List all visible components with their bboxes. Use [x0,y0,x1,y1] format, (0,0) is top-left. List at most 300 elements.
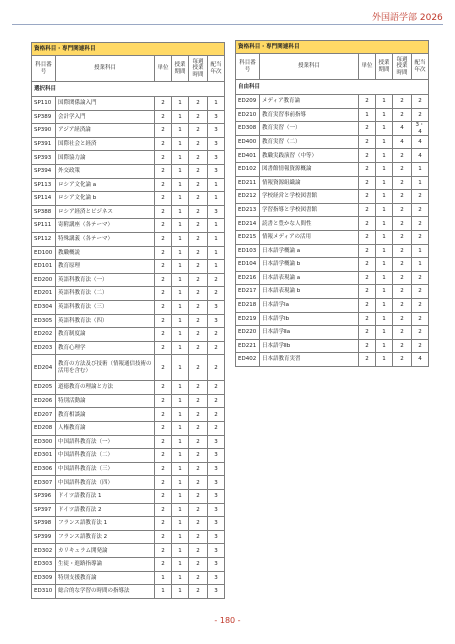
period-cell: 1 [172,110,189,124]
col-period-header: 授業期間 [172,56,189,82]
course-name-cell: 日本語学Ⅰa [260,298,359,312]
period-cell: 1 [172,544,189,558]
weekly-hours-cell: 2 [393,149,412,163]
year-cell: 2 [208,355,225,381]
right-table-title: 資格科目・専門関連科目 [236,41,429,54]
weekly-hours-cell: 2 [393,217,412,231]
course-name-cell: 教育心理学 [56,341,155,355]
weekly-hours-cell: 2 [189,137,208,151]
course-code-cell: ED308 [236,122,260,136]
course-code-cell: ED212 [236,190,260,204]
period-cell: 1 [376,122,393,136]
course-name-cell: 日本語学Ⅱb [260,339,359,353]
table-row [32,232,225,246]
year-cell: 2 [208,328,225,342]
col-name-header: 授業科目 [260,54,359,80]
course-code-cell: ED210 [236,108,260,122]
table-row [32,178,225,192]
table-row [236,326,429,340]
course-name-cell: 中国語科教育法（三） [56,462,155,476]
period-cell: 1 [376,163,393,177]
course-name-cell: 国際社会と経済 [56,137,155,151]
weekly-hours-cell: 2 [189,394,208,408]
table-row [236,339,429,353]
course-name-cell: 日本語学概論 a [260,244,359,258]
table-row [236,298,429,312]
course-name-cell: 教育実習（一） [260,122,359,136]
table-row [32,205,225,219]
left-course-table [31,42,225,599]
table-row [32,219,225,233]
course-code-cell: ED101 [32,260,56,274]
course-name-cell: 国際協力論 [56,151,155,165]
col-hours-header: 毎週授業時間 [189,56,208,82]
col-code-header: 科目番号 [236,54,260,80]
year-cell: 2 [208,341,225,355]
weekly-hours-cell: 2 [189,314,208,328]
course-name-cell: ロシア文化論 b [56,192,155,206]
weekly-hours-cell: 2 [189,490,208,504]
course-name-cell: 教育制度論 [56,328,155,342]
period-cell: 1 [172,462,189,476]
credits-cell: 2 [359,163,376,177]
credits-cell: 2 [359,217,376,231]
year-cell: 3 [208,124,225,138]
year-cell: 2 [208,273,225,287]
weekly-hours-cell: 2 [189,110,208,124]
credits-cell: 2 [155,110,172,124]
table-row [32,490,225,504]
course-name-cell: メディア教育論 [260,95,359,109]
table-row [32,164,225,178]
weekly-hours-cell: 2 [189,164,208,178]
course-code-cell: ED211 [236,176,260,190]
year-cell: 1 [208,246,225,260]
left-table-title: 資格科目・専門関連科目 [32,43,225,56]
weekly-hours-cell: 2 [189,355,208,381]
course-name-cell: 生徒・進路指導論 [56,558,155,572]
course-code-cell: SP388 [32,205,56,219]
table-row [32,517,225,531]
credits-cell: 2 [155,476,172,490]
table-row [32,246,225,260]
year-cell: 2 [208,394,225,408]
weekly-hours-cell: 2 [189,408,208,422]
period-cell: 1 [172,273,189,287]
table-row [32,462,225,476]
year-cell: 3・4 [412,122,429,136]
course-code-cell: ED103 [236,244,260,258]
col-code-header: 科目番号 [32,56,56,82]
weekly-hours-cell: 2 [393,285,412,299]
table-row [32,314,225,328]
year-cell: 3 [208,585,225,599]
weekly-hours-cell: 2 [393,353,412,367]
period-cell: 1 [172,517,189,531]
credits-cell: 2 [155,124,172,138]
period-cell: 1 [172,192,189,206]
course-name-cell: 教育の方法及び技術（情報通信技術の活用を含む） [56,355,155,381]
period-cell: 1 [376,176,393,190]
col-period-header: 授業期間 [376,54,393,80]
period-cell: 1 [376,298,393,312]
period-cell: 1 [376,190,393,204]
weekly-hours-cell: 2 [189,287,208,301]
weekly-hours-cell: 4 [393,122,412,136]
credits-cell: 2 [155,381,172,395]
course-name-cell: 中国語科教育法（二） [56,449,155,463]
course-code-cell: ED304 [32,300,56,314]
year-cell: 1 [208,178,225,192]
course-name-cell: 学校経営と学校図書館 [260,190,359,204]
table-row [236,285,429,299]
course-code-cell: ED205 [32,381,56,395]
period-cell: 1 [172,300,189,314]
course-name-cell: フランス語教育法 1 [56,517,155,531]
period-cell: 1 [172,164,189,178]
table-row [32,110,225,124]
period-cell: 1 [172,328,189,342]
year-cell: 4 [412,353,429,367]
year-cell: 3 [208,449,225,463]
period-cell: 1 [376,271,393,285]
year-cell: 3 [208,503,225,517]
course-code-cell: SP391 [32,137,56,151]
course-code-cell: ED302 [32,544,56,558]
credits-cell: 2 [155,449,172,463]
weekly-hours-cell: 2 [189,476,208,490]
course-name-cell: ドイツ語教育法 2 [56,503,155,517]
table-row [236,203,429,217]
table-row [32,300,225,314]
year-cell: 1 [412,244,429,258]
credits-cell: 2 [155,164,172,178]
course-code-cell: SP389 [32,110,56,124]
credits-cell: 2 [359,190,376,204]
period-cell: 1 [376,244,393,258]
period-cell: 1 [172,219,189,233]
table-row [32,192,225,206]
period-cell: 1 [172,137,189,151]
table-row [32,394,225,408]
period-cell: 1 [172,476,189,490]
period-cell: 1 [172,449,189,463]
year-cell: 3 [208,571,225,585]
credits-cell: 2 [359,95,376,109]
course-code-cell: ED307 [32,476,56,490]
course-code-cell: ED303 [32,558,56,572]
period-cell: 1 [376,95,393,109]
credits-cell: 2 [155,273,172,287]
weekly-hours-cell: 2 [189,381,208,395]
course-code-cell: SP111 [32,219,56,233]
weekly-hours-cell: 2 [189,232,208,246]
course-name-cell: 情報資源組織論 [260,176,359,190]
course-name-cell: 特別活動論 [56,394,155,408]
weekly-hours-cell: 2 [393,312,412,326]
credits-cell: 2 [155,314,172,328]
table-row [32,544,225,558]
course-code-cell: ED206 [32,394,56,408]
year-cell: 3 [208,300,225,314]
course-code-cell: ED200 [32,273,56,287]
credits-cell: 2 [155,300,172,314]
course-code-cell: SP393 [32,151,56,165]
weekly-hours-cell: 2 [393,108,412,122]
course-code-cell: SP399 [32,530,56,544]
weekly-hours-cell: 2 [189,219,208,233]
course-name-cell: 教育原理 [56,260,155,274]
course-name-cell: ロシア経済とビジネス [56,205,155,219]
period-cell: 1 [172,97,189,111]
weekly-hours-cell: 2 [393,271,412,285]
course-name-cell: ロシア文化論 a [56,178,155,192]
credits-cell: 2 [155,137,172,151]
weekly-hours-cell: 2 [393,230,412,244]
table-row [32,151,225,165]
table-row [236,244,429,258]
year-cell: 3 [208,558,225,572]
weekly-hours-cell: 2 [189,192,208,206]
weekly-hours-cell: 2 [189,246,208,260]
weekly-hours-cell: 2 [189,260,208,274]
year-cell: 2 [412,312,429,326]
period-cell: 1 [172,585,189,599]
year-cell: 2 [208,422,225,436]
period-cell: 1 [172,408,189,422]
period-cell: 1 [172,381,189,395]
course-code-cell: ED207 [32,408,56,422]
credits-cell: 2 [359,312,376,326]
period-cell: 1 [376,217,393,231]
period-cell: 1 [376,326,393,340]
period-cell: 1 [376,203,393,217]
credits-cell: 2 [359,176,376,190]
year-cell: 1 [208,219,225,233]
credits-cell: 2 [155,408,172,422]
year-cell: 1 [208,97,225,111]
course-name-cell: 英語科教育法（四） [56,314,155,328]
course-code-cell: ED216 [236,271,260,285]
credits-cell: 2 [155,205,172,219]
table-row [236,271,429,285]
year-cell: 3 [208,544,225,558]
period-cell: 1 [172,205,189,219]
col-hours-header: 毎週授業時間 [393,54,412,80]
year-cell: 3 [208,151,225,165]
credits-cell: 2 [359,353,376,367]
weekly-hours-cell: 2 [189,462,208,476]
weekly-hours-cell: 2 [393,326,412,340]
period-cell: 1 [172,355,189,381]
period-cell: 1 [376,353,393,367]
course-code-cell: ED301 [32,449,56,463]
course-code-cell: ED104 [236,258,260,272]
table-row [236,353,429,367]
period-cell: 1 [172,530,189,544]
course-name-cell: アジア経済論 [56,124,155,138]
course-name-cell: 寄附講座（各テーマ） [56,219,155,233]
page-number: - 180 - [214,616,241,625]
table-row [236,122,429,136]
course-code-cell: ED310 [32,585,56,599]
credits-cell: 2 [155,422,172,436]
year-cell: 2 [412,271,429,285]
credits-cell: 2 [155,341,172,355]
course-code-cell: ED100 [32,246,56,260]
credits-cell: 2 [359,285,376,299]
table-row [236,108,429,122]
year-cell: 2 [412,95,429,109]
course-name-cell: 総合的な学習の時間の指導法 [56,585,155,599]
credits-cell: 2 [155,97,172,111]
credits-cell: 2 [359,230,376,244]
year-cell: 3 [208,205,225,219]
year-cell: 2 [412,190,429,204]
course-code-cell: ED218 [236,298,260,312]
weekly-hours-cell: 2 [189,585,208,599]
credits-cell: 2 [359,203,376,217]
credits-cell: 1 [155,585,172,599]
course-name-cell: 日本語表現論 a [260,271,359,285]
period-cell: 1 [376,108,393,122]
course-code-cell: ED208 [32,422,56,436]
course-code-cell: ED400 [236,135,260,149]
year-cell: 3 [208,490,225,504]
col-credits-header: 単位 [359,54,376,80]
course-name-cell: 特殊講義（各テーマ） [56,232,155,246]
weekly-hours-cell: 2 [393,298,412,312]
course-name-cell: 人権教育論 [56,422,155,436]
course-code-cell: ED402 [236,353,260,367]
weekly-hours-cell: 2 [189,97,208,111]
table-row [32,571,225,585]
period-cell: 1 [172,341,189,355]
table-row [32,381,225,395]
period-cell: 1 [172,503,189,517]
course-code-cell: ED202 [32,328,56,342]
period-cell: 1 [172,435,189,449]
weekly-hours-cell: 2 [189,503,208,517]
table-row [32,435,225,449]
weekly-hours-cell: 2 [189,273,208,287]
course-code-cell: ED219 [236,312,260,326]
weekly-hours-cell: 2 [393,339,412,353]
credits-cell: 2 [359,244,376,258]
table-row [236,135,429,149]
credits-cell: 2 [155,544,172,558]
col-year-header: 配当年次 [208,56,225,82]
course-name-cell: 学習指導と学校図書館 [260,203,359,217]
course-name-cell: フランス語教育法 2 [56,530,155,544]
weekly-hours-cell: 2 [393,190,412,204]
table-row [236,258,429,272]
table-row [32,355,225,381]
course-name-cell: 国際関係論入門 [56,97,155,111]
course-name-cell: 英語科教育法（一） [56,273,155,287]
year-cell: 3 [208,517,225,531]
document-header-title: 外国語学部 2026 [372,13,443,23]
course-name-cell: 日本語学概論 b [260,258,359,272]
credits-cell: 2 [359,258,376,272]
course-code-cell: SP390 [32,124,56,138]
weekly-hours-cell: 2 [189,517,208,531]
table-row [32,341,225,355]
course-code-cell: SP394 [32,164,56,178]
table-row [236,176,429,190]
course-name-cell: 読書と豊かな人間性 [260,217,359,231]
credits-cell: 2 [359,271,376,285]
credits-cell: 2 [155,355,172,381]
credits-cell: 2 [359,122,376,136]
left-section-label: 選択科目 [32,82,225,97]
weekly-hours-cell: 2 [189,328,208,342]
course-code-cell: ED215 [236,230,260,244]
table-row [32,422,225,436]
credits-cell: 2 [359,135,376,149]
course-name-cell: カリキュラム開発論 [56,544,155,558]
course-code-cell: ED220 [236,326,260,340]
year-cell: 4 [412,135,429,149]
credits-cell: 2 [155,246,172,260]
period-cell: 1 [172,558,189,572]
credits-cell: 2 [155,178,172,192]
table-row [32,476,225,490]
col-name-header: 授業科目 [56,56,155,82]
course-code-cell: ED102 [236,163,260,177]
weekly-hours-cell: 2 [189,435,208,449]
year-cell: 3 [208,137,225,151]
course-code-cell: ED201 [32,287,56,301]
course-code-cell: ED213 [236,203,260,217]
course-name-cell: 日本語学Ⅱa [260,326,359,340]
credits-cell: 2 [359,298,376,312]
year-cell: 1 [412,176,429,190]
credits-cell: 1 [155,571,172,585]
table-row [32,97,225,111]
course-name-cell: 会計学入門 [56,110,155,124]
course-code-cell: SP398 [32,517,56,531]
period-cell: 1 [172,314,189,328]
table-row [236,190,429,204]
course-name-cell: ドイツ語教育法 1 [56,490,155,504]
year-cell: 2 [208,287,225,301]
credits-cell: 2 [155,462,172,476]
credits-cell: 2 [155,151,172,165]
credits-cell: 2 [155,328,172,342]
year-cell: 1 [412,258,429,272]
weekly-hours-cell: 4 [393,135,412,149]
right-table-body [236,95,429,367]
period-cell: 1 [376,258,393,272]
course-name-cell: 教職実践演習（中等） [260,149,359,163]
period-cell: 1 [172,490,189,504]
period-cell: 1 [376,285,393,299]
weekly-hours-cell: 2 [189,530,208,544]
left-table-body [32,97,225,599]
table-row [236,95,429,109]
course-name-cell: 日本語学Ⅰb [260,312,359,326]
period-cell: 1 [172,260,189,274]
table-row [236,217,429,231]
course-name-cell: 教育相談論 [56,408,155,422]
weekly-hours-cell: 2 [189,300,208,314]
credits-cell: 2 [155,232,172,246]
year-cell: 2 [412,108,429,122]
course-name-cell: 情報メディアの活用 [260,230,359,244]
course-code-cell: ED217 [236,285,260,299]
weekly-hours-cell: 2 [189,558,208,572]
